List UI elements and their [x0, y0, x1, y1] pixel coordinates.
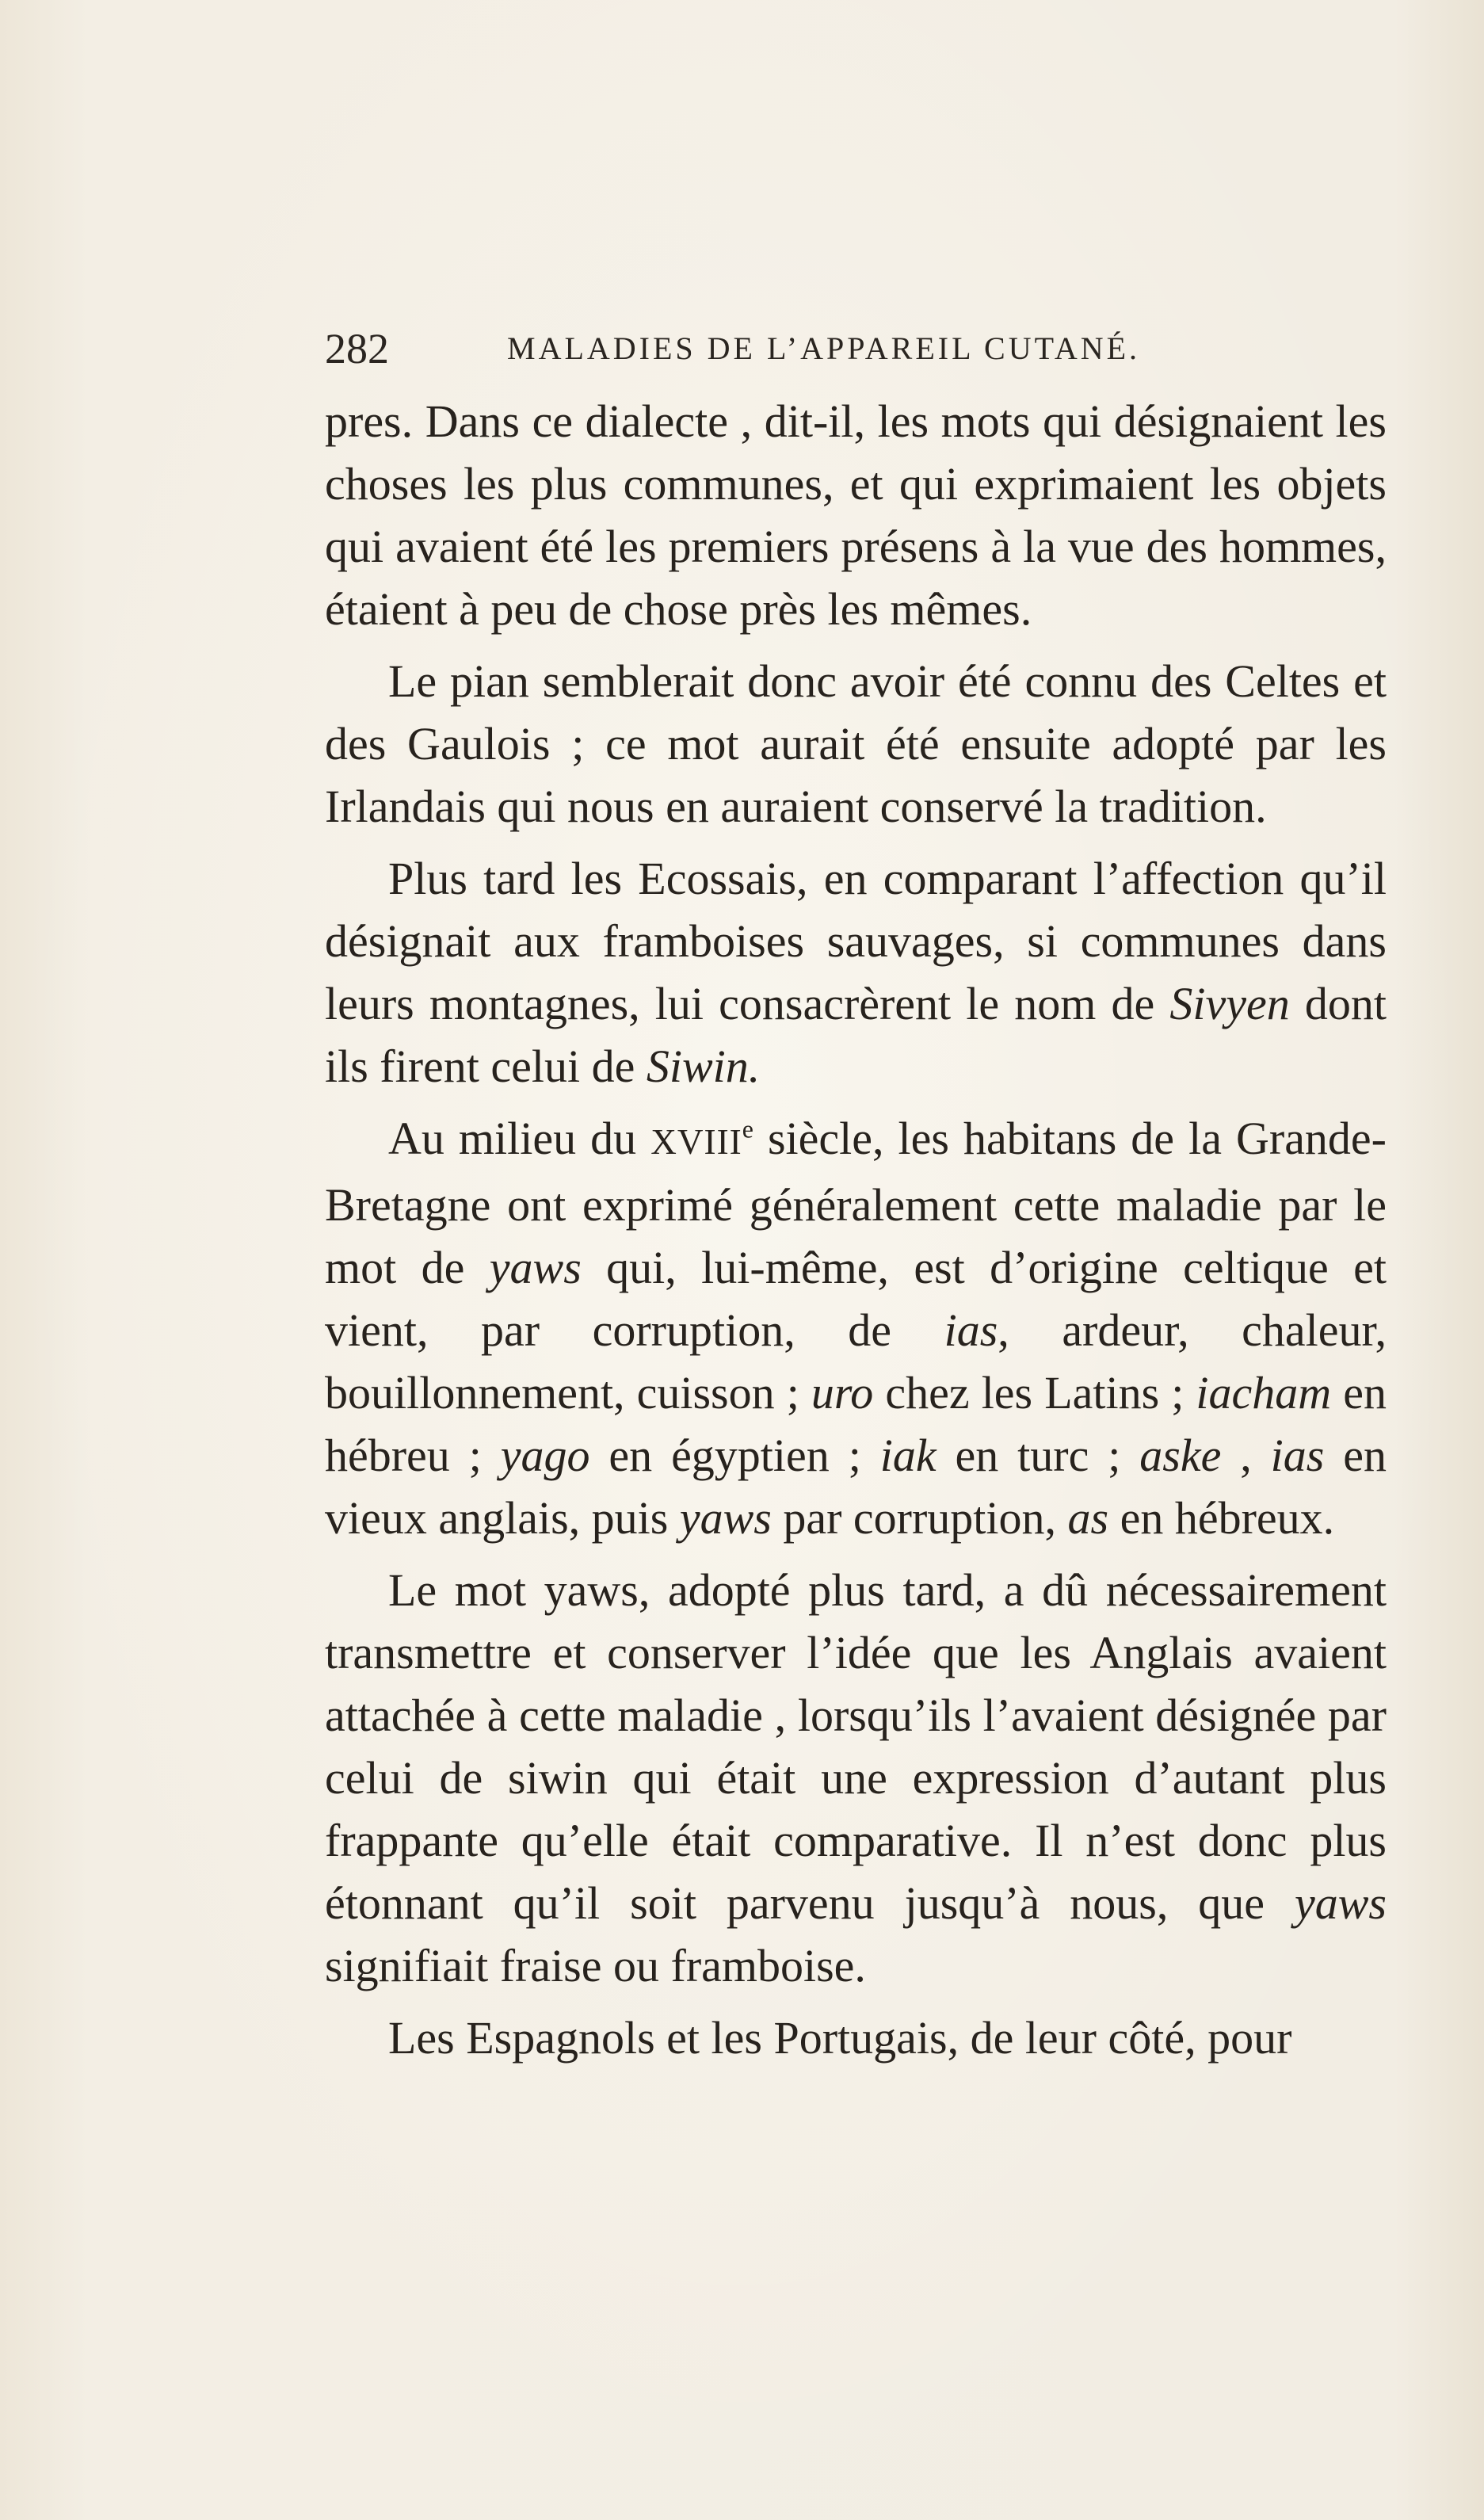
text-run: en turc ; — [936, 1430, 1140, 1481]
paragraph — [325, 2006, 1387, 2069]
text-run: en vieux anglais, puis — [325, 1430, 1387, 1544]
paragraph — [325, 1107, 1387, 1549]
text-run: Plus tard les Ecossais, en comparant l’affection qu’il désignait aux framboises sauvages, si communes dans leurs montagnes, lui consacrèrent le nom de — [325, 853, 1387, 1029]
italic-term: yaws — [489, 1242, 582, 1293]
page-header — [325, 317, 1387, 380]
paragraph — [325, 650, 1387, 838]
body-text — [325, 390, 1387, 2079]
text-run: , ardeur, chaleur, bouillonnement, cuisson ; — [325, 1304, 1387, 1418]
paragraph — [325, 1559, 1387, 1997]
text-run: qui, lui-même, est d’origine celtique et vient, par corruption, de — [325, 1242, 1387, 1356]
italic-term: as — [1067, 1492, 1109, 1544]
italic-term: yago — [500, 1430, 590, 1481]
italic-term: uro — [811, 1367, 874, 1418]
italic-term: ias — [1270, 1430, 1325, 1481]
text-run: pres. Dans ce dialecte , dit-il, les mots qui désignaient les choses les plus communes, et qui exprimaient les objets qui avaient été les premiers présens à la vue des hommes, étaient à peu de chose près les mêmes. — [325, 395, 1387, 635]
text-run: siècle, les habitans de la Grande-Bretagne ont exprimé généralement cette maladie par le mot de — [325, 1113, 1387, 1293]
text-run: Le mot yaws, adopté plus tard, a dû nécessairement transmettre et conserver l’idée que les Anglais avaient attachée à cette maladie , lorsqu’ils l’avaient désignée par celui de siwin qui était une expression d’autant plus frappante qu’elle était comparative. Il n’est donc plus étonnant qu’il soit parvenu jusqu’à nous, que — [325, 1564, 1387, 1929]
text-run: en hébreu ; — [325, 1367, 1387, 1481]
text-run: en égyptien ; — [589, 1430, 880, 1481]
text-run: par corruption, — [771, 1492, 1068, 1544]
text-run: e — [742, 1115, 753, 1144]
italic-term: yaws — [679, 1492, 772, 1544]
italic-term: iacham — [1196, 1367, 1332, 1418]
text-run: signifiait fraise ou framboise. — [325, 1940, 866, 1991]
text-run: chez les Latins ; — [873, 1367, 1196, 1418]
italic-term: aske — [1139, 1430, 1222, 1481]
italic-term: Siwin. — [646, 1040, 761, 1092]
paragraph — [325, 390, 1387, 640]
text-run: , — [1221, 1430, 1271, 1481]
text-run: Le pian semblerait donc avoir été connu des Celtes et des Gaulois ; ce mot aurait été ensuite adopté par les Irlandais qui nous en auraient conservé la tradition. — [325, 655, 1387, 832]
italic-term: ias — [944, 1304, 998, 1356]
text-run: en hébreux. — [1108, 1492, 1335, 1544]
italic-term: iak — [879, 1430, 937, 1481]
italic-term: Sivyen — [1169, 978, 1290, 1029]
running-head: MALADIES DE L’APPAREIL CUTANÉ. — [507, 330, 1141, 366]
text-run: dont ils firent celui de — [325, 978, 1387, 1092]
text-run: XVIII — [650, 1122, 742, 1162]
text-run: Les Espagnols et les Portugais, de leur côté, pour — [388, 2012, 1292, 2064]
text-run: Au milieu du — [388, 1113, 651, 1164]
italic-term: yaws — [1295, 1877, 1387, 1929]
page-number: 282 — [325, 325, 389, 372]
paragraph — [325, 847, 1387, 1098]
